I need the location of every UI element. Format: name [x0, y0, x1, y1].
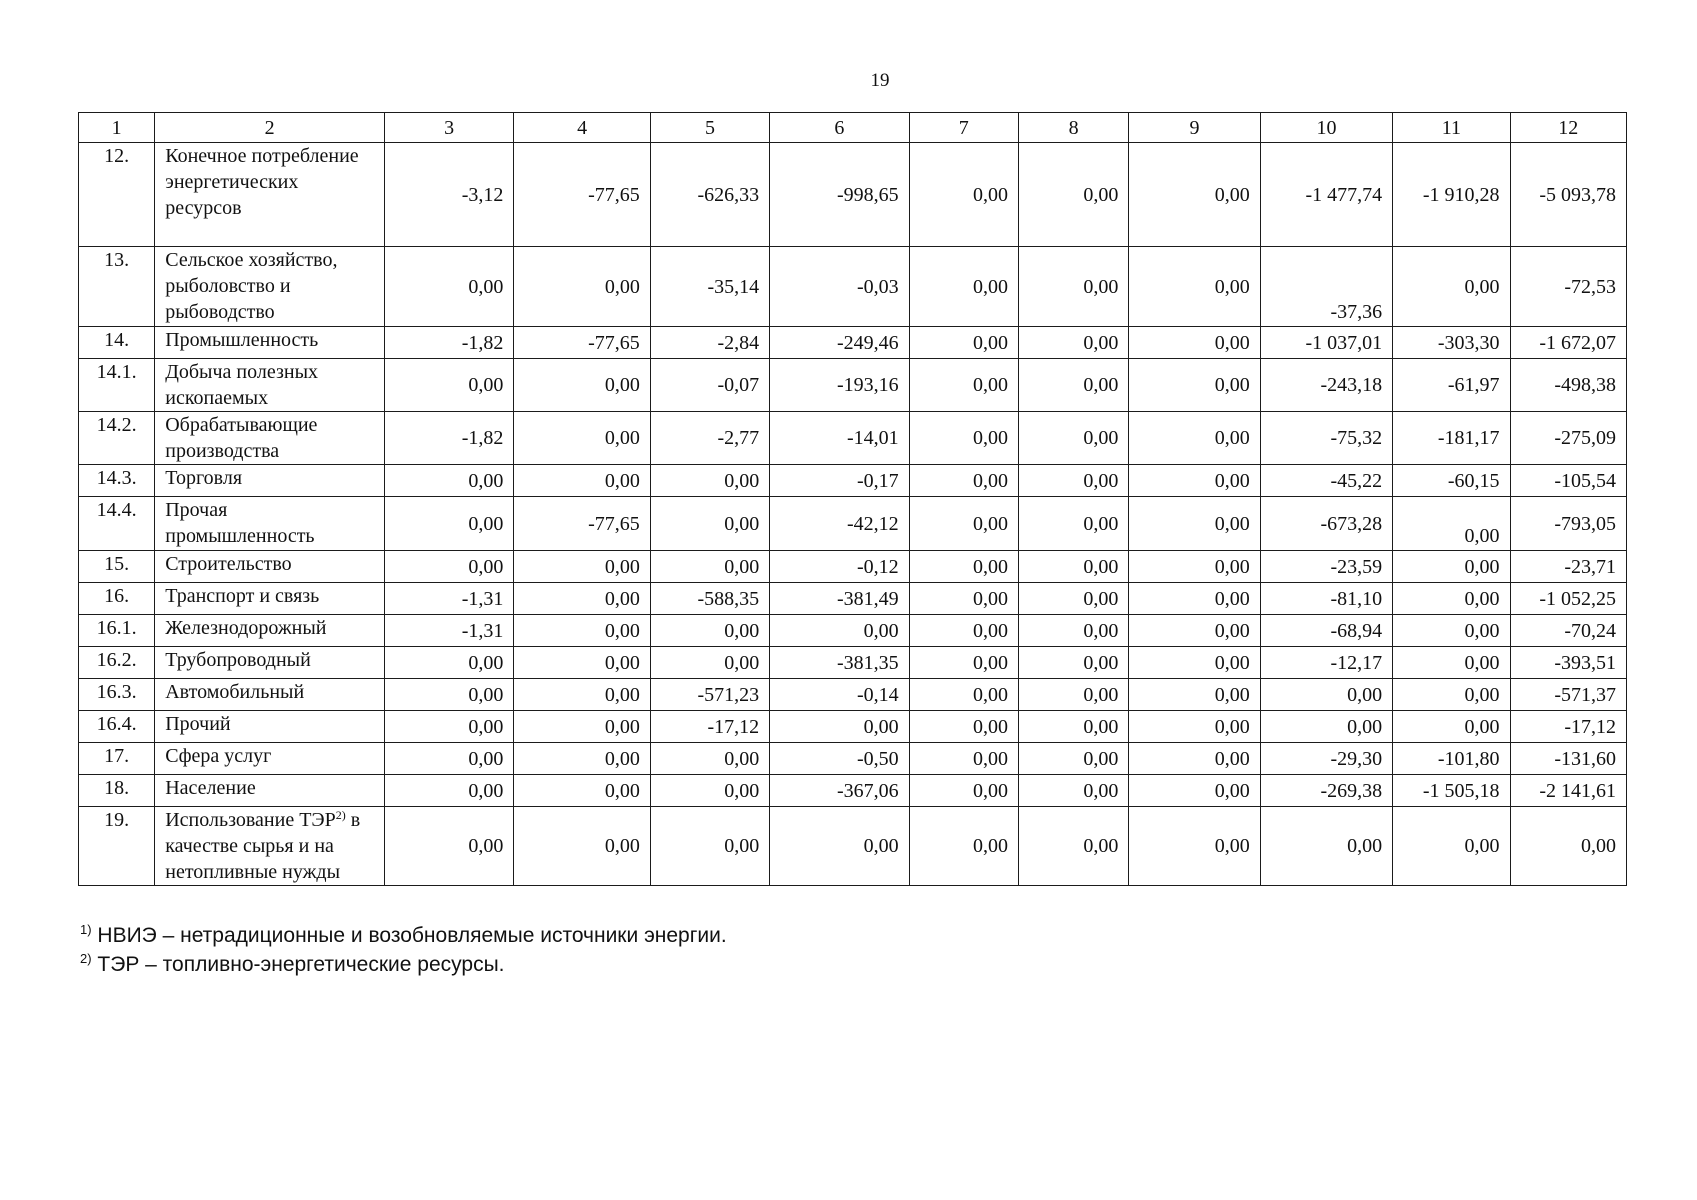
table-cell: 0,00: [1129, 497, 1260, 551]
table-cell: 0,00: [384, 247, 513, 327]
column-header: 1: [79, 113, 155, 143]
table-cell: -75,32: [1260, 412, 1392, 465]
table-cell: 0,00: [909, 679, 1018, 711]
table-cell: 0,00: [650, 465, 769, 497]
column-header: 7: [909, 113, 1018, 143]
row-number: 16.: [79, 583, 155, 615]
table-cell: -77,65: [514, 497, 650, 551]
table-cell: 0,00: [1018, 647, 1128, 679]
row-name: Транспорт и связь: [155, 583, 385, 615]
footnote-ref: 2): [335, 808, 346, 822]
table-row: [79, 647, 1627, 679]
table-row: [79, 775, 1627, 807]
table-cell: 0,00: [1129, 327, 1260, 359]
row-name: Прочая промышленность: [155, 497, 385, 551]
table-cell: 0,00: [514, 807, 650, 886]
table-cell: 0,00: [384, 465, 513, 497]
table-cell: -0,14: [770, 679, 909, 711]
table-cell: 0,00: [1018, 551, 1128, 583]
table-cell: -193,16: [770, 359, 909, 412]
table-cell: 0,00: [909, 327, 1018, 359]
table-cell: -5 093,78: [1510, 143, 1626, 247]
table-cell: -275,09: [1510, 412, 1626, 465]
column-header: 9: [1129, 113, 1260, 143]
table-cell: 0,00: [1393, 583, 1510, 615]
table-cell: -1,31: [384, 615, 513, 647]
table-cell: 0,00: [1393, 807, 1510, 886]
table-cell: 0,00: [1129, 807, 1260, 886]
footnote-mark: 1): [80, 922, 92, 937]
table-cell: -243,18: [1260, 359, 1392, 412]
table-cell: 0,00: [1129, 412, 1260, 465]
table-cell: 0,00: [1129, 247, 1260, 327]
row-number: 14.: [79, 327, 155, 359]
table-cell: -381,35: [770, 647, 909, 679]
row-name: Торговля: [155, 465, 385, 497]
footnote-text: НВИЭ – нетрадиционные и возобновляемые источники энергии.: [91, 924, 727, 947]
row-number: 16.1.: [79, 615, 155, 647]
table-cell: -68,94: [1260, 615, 1392, 647]
row-name: Промышленность: [155, 327, 385, 359]
table-row: [79, 615, 1627, 647]
row-name: [155, 807, 385, 886]
table-cell: 0,00: [909, 143, 1018, 247]
table-cell: 0,00: [1018, 807, 1128, 886]
table-cell: 0,00: [1393, 551, 1510, 583]
table-cell: -571,37: [1510, 679, 1626, 711]
table-cell: 0,00: [1393, 679, 1510, 711]
table-cell: 0,00: [1018, 615, 1128, 647]
row-number: 12.: [79, 143, 155, 247]
table-cell: 0,00: [514, 679, 650, 711]
table-cell: 0,00: [1129, 711, 1260, 743]
table-cell: 0,00: [909, 583, 1018, 615]
table-cell: 0,00: [514, 743, 650, 775]
table-cell: -70,24: [1510, 615, 1626, 647]
row-number: 16.2.: [79, 647, 155, 679]
table-cell: 0,00: [1129, 743, 1260, 775]
table-cell: 0,00: [650, 743, 769, 775]
column-header: 3: [384, 113, 513, 143]
table-cell: 0,00: [1129, 615, 1260, 647]
table-cell: 0,00: [514, 359, 650, 412]
table-cell: -303,30: [1393, 327, 1510, 359]
table-row: [79, 807, 1627, 886]
table-cell: 0,00: [1129, 679, 1260, 711]
row-name: Сельское хозяйство, рыболовство и рыбоводство: [155, 247, 385, 327]
table-cell: 0,00: [384, 711, 513, 743]
table-cell: -498,38: [1510, 359, 1626, 412]
table-cell: 0,00: [514, 465, 650, 497]
row-name: Автомобильный: [155, 679, 385, 711]
row-number: 17.: [79, 743, 155, 775]
table-cell: -23,71: [1510, 551, 1626, 583]
table-cell: -17,12: [1510, 711, 1626, 743]
table-cell: -0,50: [770, 743, 909, 775]
table-cell: -23,59: [1260, 551, 1392, 583]
table-cell: -2,84: [650, 327, 769, 359]
row-name: Население: [155, 775, 385, 807]
table-cell: -673,28: [1260, 497, 1392, 551]
table-row: [79, 327, 1627, 359]
table-cell: -571,23: [650, 679, 769, 711]
table-cell: -61,97: [1393, 359, 1510, 412]
table-cell: -72,53: [1510, 247, 1626, 327]
table-row: [79, 743, 1627, 775]
table-cell: 0,00: [909, 465, 1018, 497]
table-cell: 0,00: [1393, 497, 1510, 551]
table-cell: -1 052,25: [1510, 583, 1626, 615]
table-row: [79, 143, 1627, 247]
table-cell: -249,46: [770, 327, 909, 359]
table-cell: 0,00: [650, 551, 769, 583]
table-cell: 0,00: [514, 551, 650, 583]
table-cell: 0,00: [909, 551, 1018, 583]
table-cell: 0,00: [384, 647, 513, 679]
row-name: Обрабатывающие производства: [155, 412, 385, 465]
column-header: 10: [1260, 113, 1392, 143]
column-header: 12: [1510, 113, 1626, 143]
table-cell: 0,00: [1260, 711, 1392, 743]
table-cell: -1,82: [384, 327, 513, 359]
table-cell: -2 141,61: [1510, 775, 1626, 807]
table-cell: -1,31: [384, 583, 513, 615]
table-cell: 0,00: [384, 551, 513, 583]
table-cell: -393,51: [1510, 647, 1626, 679]
footnotes: [80, 921, 727, 979]
table-cell: 0,00: [1018, 412, 1128, 465]
row-name: Строительство: [155, 551, 385, 583]
table-cell: 0,00: [1129, 465, 1260, 497]
table-cell: 0,00: [770, 807, 909, 886]
row-number: 16.3.: [79, 679, 155, 711]
row-name-continuation: в качестве сырья и на нетопливные нужды: [165, 809, 361, 883]
table-cell: 0,00: [1393, 247, 1510, 327]
table-cell: 0,00: [909, 497, 1018, 551]
row-name: Железнодорожный: [155, 615, 385, 647]
table-cell: 0,00: [1018, 247, 1128, 327]
table-cell: -998,65: [770, 143, 909, 247]
row-name: Прочий: [155, 711, 385, 743]
table-cell: -1 505,18: [1393, 775, 1510, 807]
table-cell: 0,00: [650, 497, 769, 551]
table-cell: 0,00: [1393, 647, 1510, 679]
table-cell: -12,17: [1260, 647, 1392, 679]
table-cell: -60,15: [1393, 465, 1510, 497]
table-cell: 0,00: [909, 412, 1018, 465]
table-cell: 0,00: [384, 679, 513, 711]
page-number: 19: [870, 70, 890, 91]
table-cell: 0,00: [1018, 679, 1128, 711]
table-cell: -45,22: [1260, 465, 1392, 497]
table-row: [79, 359, 1627, 412]
table-cell: -1 477,74: [1260, 143, 1392, 247]
table-cell: 0,00: [909, 807, 1018, 886]
table-cell: -2,77: [650, 412, 769, 465]
table-cell: -626,33: [650, 143, 769, 247]
footnote: [80, 950, 727, 979]
row-number: 15.: [79, 551, 155, 583]
table-cell: 0,00: [1018, 359, 1128, 412]
row-number: 18.: [79, 775, 155, 807]
table-cell: 0,00: [514, 775, 650, 807]
table-cell: 0,00: [514, 412, 650, 465]
table-cell: -588,35: [650, 583, 769, 615]
table-cell: 0,00: [514, 711, 650, 743]
table-cell: 0,00: [1260, 679, 1392, 711]
footnote: [80, 921, 727, 950]
table-cell: 0,00: [650, 615, 769, 647]
table-cell: 0,00: [1129, 359, 1260, 412]
table-cell: -1 910,28: [1393, 143, 1510, 247]
row-number: 13.: [79, 247, 155, 327]
row-number: 14.3.: [79, 465, 155, 497]
table-cell: -3,12: [384, 143, 513, 247]
table-row: [79, 412, 1627, 465]
table-row: [79, 711, 1627, 743]
table-cell: -0,17: [770, 465, 909, 497]
table-cell: 0,00: [650, 775, 769, 807]
column-header: 2: [155, 113, 385, 143]
table-cell: 0,00: [384, 743, 513, 775]
row-number: 14.1.: [79, 359, 155, 412]
table-cell: 0,00: [909, 247, 1018, 327]
table-cell: 0,00: [909, 615, 1018, 647]
table-cell: -0,12: [770, 551, 909, 583]
table-cell: 0,00: [1018, 583, 1128, 615]
row-name: Добыча полезных ископаемых: [155, 359, 385, 412]
row-name: Сфера услуг: [155, 743, 385, 775]
row-number: 16.4.: [79, 711, 155, 743]
row-name: Трубопроводный: [155, 647, 385, 679]
table-cell: 0,00: [909, 711, 1018, 743]
table-cell: 0,00: [384, 497, 513, 551]
row-number: 14.4.: [79, 497, 155, 551]
table-cell: 0,00: [514, 615, 650, 647]
table-cell: -1,82: [384, 412, 513, 465]
footnote-text: ТЭР – топливно-энергетические ресурсы.: [91, 953, 505, 976]
table-cell: 0,00: [1018, 711, 1128, 743]
table-cell: 0,00: [1260, 807, 1392, 886]
energy-balance-table: [78, 112, 1627, 886]
table-cell: 0,00: [1393, 711, 1510, 743]
table-cell: 0,00: [384, 807, 513, 886]
column-header: 6: [770, 113, 909, 143]
row-number: 19.: [79, 807, 155, 886]
table-cell: 0,00: [1129, 775, 1260, 807]
table-cell: 0,00: [770, 615, 909, 647]
table-cell: -1 037,01: [1260, 327, 1392, 359]
table-cell: -29,30: [1260, 743, 1392, 775]
table-cell: 0,00: [384, 359, 513, 412]
table-row: [79, 679, 1627, 711]
table-cell: -42,12: [770, 497, 909, 551]
table-cell: -101,80: [1393, 743, 1510, 775]
table-cell: 0,00: [1018, 327, 1128, 359]
table-cell: 0,00: [1510, 807, 1626, 886]
table-cell: 0,00: [1129, 551, 1260, 583]
table-cell: -77,65: [514, 327, 650, 359]
row-name: Конечное потребление энергетических ресурсов: [155, 143, 385, 247]
table-header-row: [79, 113, 1627, 143]
table-cell: 0,00: [650, 807, 769, 886]
table-cell: -367,06: [770, 775, 909, 807]
table-cell: -77,65: [514, 143, 650, 247]
table-cell: 0,00: [1129, 143, 1260, 247]
table-cell: 0,00: [514, 583, 650, 615]
table-row: [79, 583, 1627, 615]
table-cell: -131,60: [1510, 743, 1626, 775]
column-header: 5: [650, 113, 769, 143]
table-cell: 0,00: [384, 775, 513, 807]
table-cell: 0,00: [1129, 647, 1260, 679]
table-cell: 0,00: [909, 775, 1018, 807]
table-cell: 0,00: [514, 247, 650, 327]
table-cell: 0,00: [1018, 497, 1128, 551]
table-cell: -793,05: [1510, 497, 1626, 551]
footnote-mark: 2): [80, 951, 92, 966]
table-cell: 0,00: [1129, 583, 1260, 615]
table-cell: -14,01: [770, 412, 909, 465]
table-cell: 0,00: [909, 743, 1018, 775]
table-cell: 0,00: [909, 647, 1018, 679]
table-cell: -381,49: [770, 583, 909, 615]
column-header: 11: [1393, 113, 1510, 143]
table-cell: -17,12: [650, 711, 769, 743]
row-number: 14.2.: [79, 412, 155, 465]
table-cell: 0,00: [1393, 615, 1510, 647]
table-row: [79, 551, 1627, 583]
table-cell: -181,17: [1393, 412, 1510, 465]
column-header: 8: [1018, 113, 1128, 143]
table-cell: 0,00: [514, 647, 650, 679]
table-row: [79, 247, 1627, 327]
table-row: [79, 497, 1627, 551]
table-cell: -269,38: [1260, 775, 1392, 807]
row-name-text: Использование ТЭР: [165, 809, 336, 831]
table-row: [79, 465, 1627, 497]
table-cell: 0,00: [909, 359, 1018, 412]
table-cell: 0,00: [650, 647, 769, 679]
table-cell: 0,00: [1018, 465, 1128, 497]
table-cell: -35,14: [650, 247, 769, 327]
table-cell: -105,54: [1510, 465, 1626, 497]
table-cell: -0,03: [770, 247, 909, 327]
table-cell: -0,07: [650, 359, 769, 412]
table-cell: 0,00: [1018, 743, 1128, 775]
table-cell: 0,00: [1018, 143, 1128, 247]
table-cell: 0,00: [1018, 775, 1128, 807]
column-header: 4: [514, 113, 650, 143]
table-cell: -37,36: [1260, 247, 1392, 327]
table-cell: 0,00: [770, 711, 909, 743]
table-cell: -81,10: [1260, 583, 1392, 615]
table-cell: -1 672,07: [1510, 327, 1626, 359]
